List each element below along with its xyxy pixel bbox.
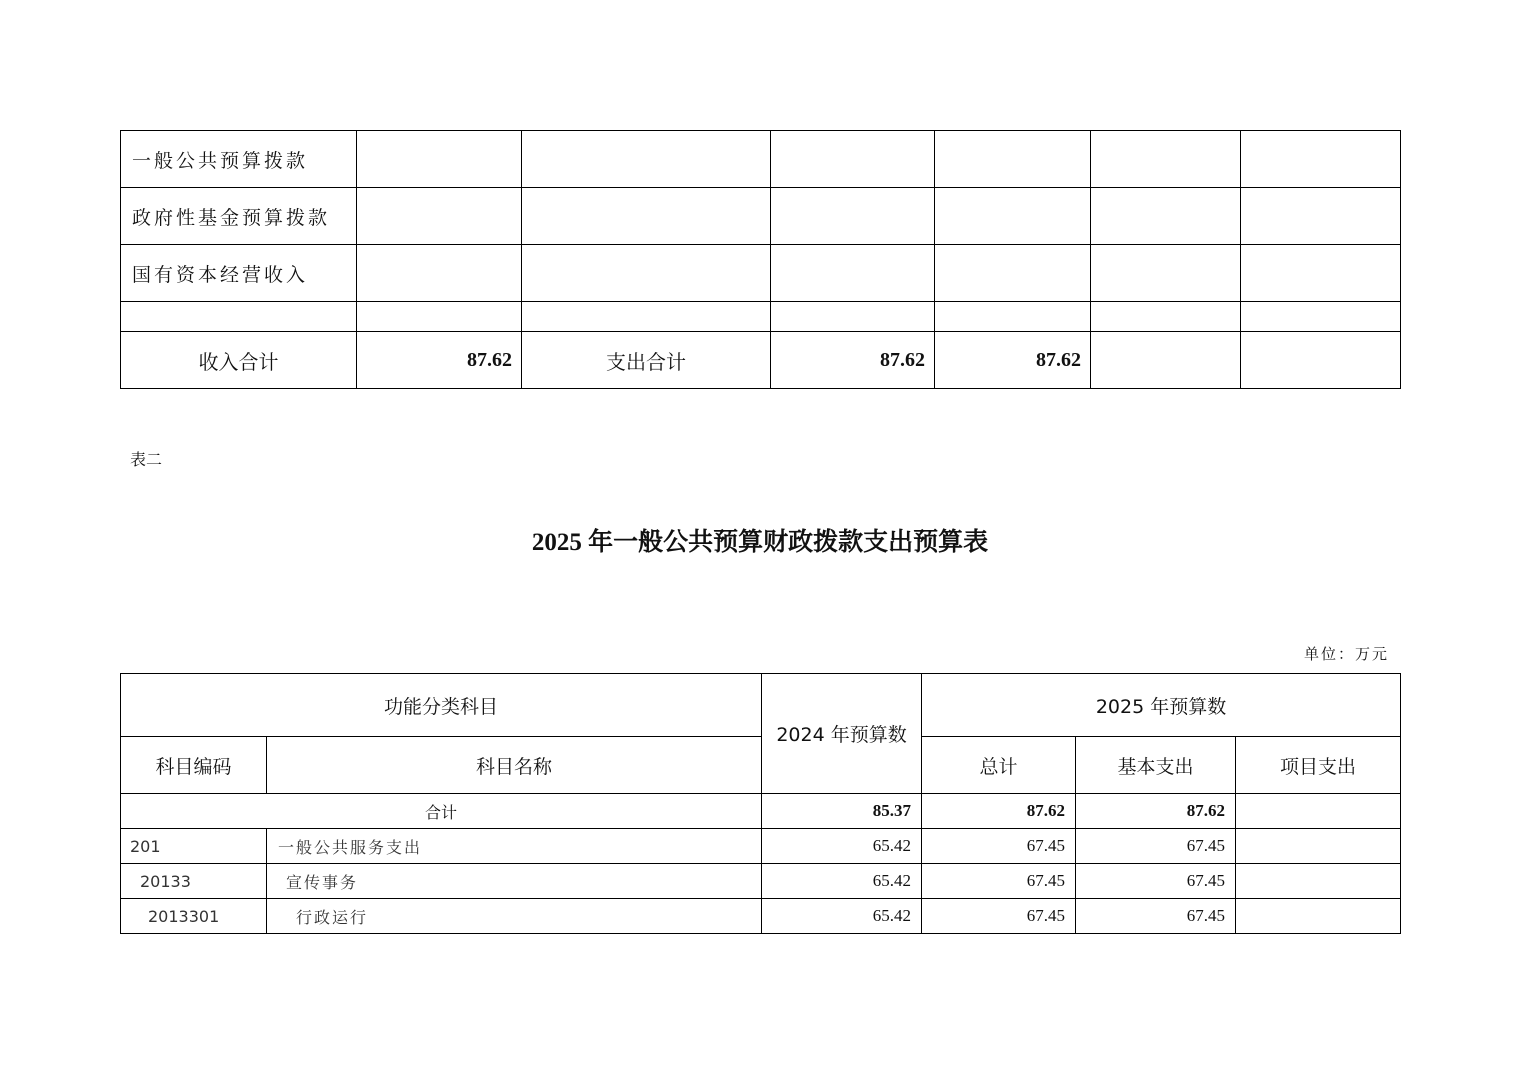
header-row [121, 674, 1401, 737]
prev-year-value: 65.42 [762, 829, 922, 864]
table-row [121, 899, 1401, 934]
income-total-value: 87.62 [357, 332, 522, 389]
table-row [121, 245, 1401, 302]
total-row [121, 794, 1401, 829]
subject-code: 2013301 [121, 899, 267, 934]
empty-cell [1091, 332, 1241, 389]
prev-year-value: 85.37 [762, 794, 922, 829]
project-expense-value [1236, 864, 1401, 899]
table-row-empty [121, 302, 1401, 332]
row-label [121, 302, 357, 332]
basic-expense-value: 67.45 [1076, 864, 1236, 899]
subject-code-header: 科目编码 [121, 737, 267, 794]
subject-name: 行政运行 [267, 899, 762, 934]
row-label: 政府性基金预算拨款 [121, 188, 357, 245]
table-row [121, 829, 1401, 864]
table-row [121, 864, 1401, 899]
income-expense-summary-table [120, 130, 1401, 389]
basic-expense-value: 67.45 [1076, 829, 1236, 864]
unit-label: 单位：万元 [1303, 645, 1389, 663]
prev-year-budget-header: 2024 年预算数 [762, 674, 922, 794]
expense-total-value: 87.62 [771, 332, 935, 389]
total-label: 合计 [121, 794, 762, 829]
expense-general-value: 87.62 [935, 332, 1091, 389]
header-row [121, 737, 1401, 794]
expenditure-budget-table [120, 673, 1401, 934]
prev-year-value: 65.42 [762, 899, 922, 934]
subject-name: 宣传事务 [267, 864, 762, 899]
current-year-budget-header: 2025 年预算数 [922, 674, 1401, 737]
expense-total-label: 支出合计 [522, 332, 771, 389]
page-title: 2025 年一般公共预算财政拨款支出预算表 [531, 529, 989, 556]
total-value: 67.45 [922, 829, 1076, 864]
total-value: 87.62 [922, 794, 1076, 829]
total-row [121, 332, 1401, 389]
basic-expense-value: 67.45 [1076, 899, 1236, 934]
total-value: 67.45 [922, 899, 1076, 934]
row-label: 一般公共预算拨款 [121, 131, 357, 188]
basic-expense-value: 87.62 [1076, 794, 1236, 829]
project-expense-value [1236, 899, 1401, 934]
function-category-header: 功能分类科目 [121, 674, 762, 737]
basic-expense-header: 基本支出 [1076, 737, 1236, 794]
total-value: 67.45 [922, 864, 1076, 899]
project-expense-value [1236, 829, 1401, 864]
project-expense-value [1236, 794, 1401, 829]
project-expense-header: 项目支出 [1236, 737, 1401, 794]
prev-year-value: 65.42 [762, 864, 922, 899]
subject-code: 201 [121, 829, 267, 864]
table-caption: 表二 [130, 450, 163, 469]
row-label: 国有资本经营收入 [121, 245, 357, 302]
subject-name-header: 科目名称 [267, 737, 762, 794]
income-total-label: 收入合计 [121, 332, 357, 389]
subject-code: 20133 [121, 864, 267, 899]
empty-cell [1241, 332, 1401, 389]
subject-name: 一般公共服务支出 [267, 829, 762, 864]
table-row [121, 131, 1401, 188]
total-header: 总计 [922, 737, 1076, 794]
table-row [121, 188, 1401, 245]
